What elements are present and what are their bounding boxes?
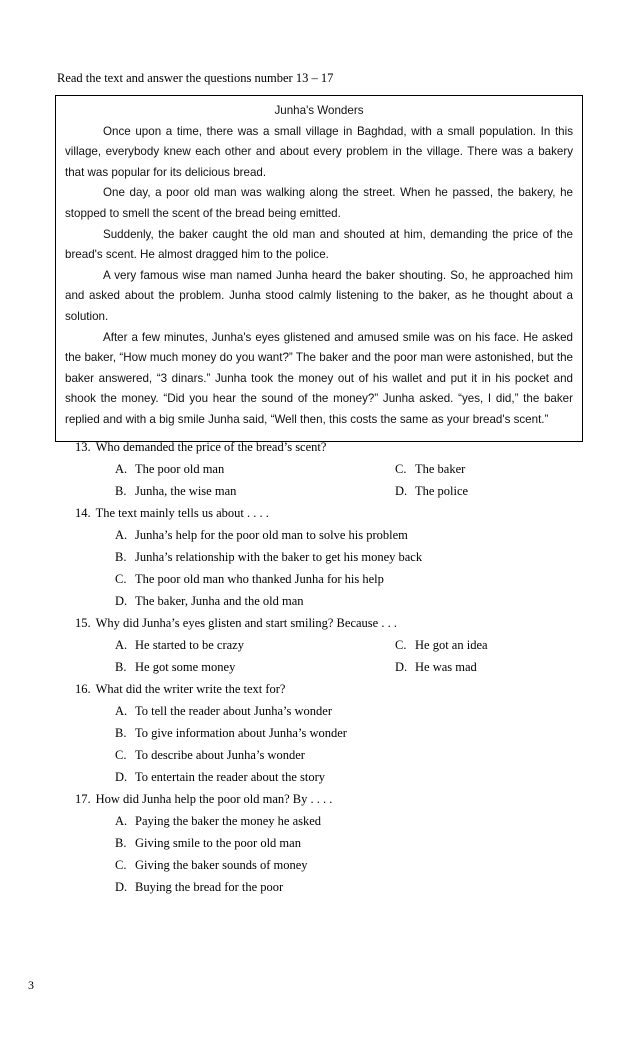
option-text: Buying the bread for the poor [135,880,284,894]
option-text: The police [415,484,469,498]
option-label: A. [115,528,128,542]
option-text: He got some money [135,660,236,674]
question-15-option-a [57,634,395,656]
question-16-line [57,678,584,700]
questions-section [57,436,584,898]
question-text: Why did Junha’s eyes glisten and start smiling? Because . . . [95,616,397,630]
option-text: He was mad [415,660,477,674]
option-text: Giving the baker sounds of money [135,858,308,872]
option-label: C. [115,572,127,586]
question-17-option-b [57,832,584,854]
option-text: Paying the baker the money he asked [135,814,322,828]
option-label: C. [395,462,407,476]
question-number: 16. [75,682,91,696]
instruction-text: Read the text and answer the questions number 13 – 17 [57,71,334,85]
option-text: The baker [415,462,466,476]
question-15-options-row-1 [57,634,584,656]
question-13-option-c [395,458,465,480]
option-label: C. [115,858,127,872]
passage-paragraph-4: A very famous wise man named Junha heard the baker shouting. So, he approached him and asked about the problem. Junha stood calmly listening to the baker, as he thought about a solution. [65,268,573,323]
question-17-option-c [57,854,584,876]
question-15-option-b [57,656,395,678]
question-number: 14. [75,506,91,520]
passage-paragraph-2: One day, a poor old man was walking along the street. When he passed, the bakery, he stopped to smell the scent of the bread being emitted. [65,186,573,220]
option-label: D. [395,660,408,674]
option-label: B. [115,726,127,740]
passage-paragraph-1: Once upon a time, there was a small village in Baghdad, with a small population. In this village, everybody knew each other and about every problem in the village. There was a bakery that was popular for its delicious bread. [65,124,573,179]
option-label: B. [115,484,127,498]
option-text: To describe about Junha’s wonder [135,748,305,762]
question-13-option-d [395,480,468,502]
option-label: D. [115,594,128,608]
option-text: Giving smile to the poor old man [135,836,301,850]
option-text: To entertain the reader about the story [135,770,326,784]
question-text: Who demanded the price of the bread’s scent? [95,440,327,454]
question-15-option-d [395,656,477,678]
question-text: How did Junha help the poor old man? By . . . . [95,792,333,806]
question-17-option-d [57,876,584,898]
option-text: He started to be crazy [135,638,244,652]
question-16-option-b [57,722,584,744]
question-16-option-a [57,700,584,722]
question-number: 17. [75,792,91,806]
question-14-option-a [57,524,584,546]
question-16-option-c [57,744,584,766]
option-label: B. [115,836,127,850]
question-text: What did the writer write the text for? [95,682,286,696]
option-label: C. [115,748,127,762]
option-label: D. [115,770,128,784]
question-13-options-row-1 [57,458,584,480]
passage-paragraph-3: Suddenly, the baker caught the old man and shouted at him, demanding the price of the bread's scent. He almost dragged him to the police. [65,227,573,262]
question-14-option-b [57,546,584,568]
option-label: D. [115,880,128,894]
question-13 [57,436,584,502]
question-14-option-d [57,590,584,612]
question-15-options-row-2 [57,656,584,678]
question-number: 13. [75,440,91,454]
question-15 [57,612,584,678]
option-label: A. [115,704,128,718]
page-number: 3 [28,978,34,992]
option-label: B. [115,660,127,674]
question-14 [57,502,584,612]
option-text: Junha, the wise man [135,484,237,498]
question-17-option-a [57,810,584,832]
passage-paragraph-5: After a few minutes, Junha's eyes glistened and amused smile was on his face. He asked the baker, “How much money do you want?” The baker and the poor man were astonished, but the baker answered, “3 dinars.” Junha took the money out of his wallet and put it in his pocket and shook the money. “Did you hear the sound of the money?” Junha asked. “yes, I did,” the baker replied and with a big smile Junha said, “Well then, this costs the same as your bread's scent.” [65,330,573,426]
question-text: The text mainly tells us about . . . . [95,506,269,520]
question-13-option-b [57,480,395,502]
question-13-option-a [57,458,395,480]
question-15-line [57,612,584,634]
option-text: The poor old man [135,462,225,476]
option-label: A. [115,638,128,652]
question-14-line [57,502,584,524]
passage-title: Junha's Wonders [274,104,364,117]
question-13-options-row-2 [57,480,584,502]
question-14-option-c [57,568,584,590]
option-text: To tell the reader about Junha’s wonder [135,704,332,718]
option-text: The poor old man who thanked Junha for his help [135,572,384,586]
option-label: A. [115,462,128,476]
option-label: D. [395,484,408,498]
option-text: To give information about Junha’s wonder [135,726,347,740]
question-16-option-d [57,766,584,788]
option-text: The baker, Junha and the old man [135,594,304,608]
question-17-line [57,788,584,810]
option-text: He got an idea [415,638,488,652]
option-text: Junha’s help for the poor old man to solve his problem [135,528,408,542]
question-13-line [57,436,584,458]
question-16 [57,678,584,788]
option-label: A. [115,814,128,828]
option-label: B. [115,550,127,564]
question-15-option-c [395,634,488,656]
question-17 [57,788,584,898]
option-label: C. [395,638,407,652]
question-number: 15. [75,616,91,630]
passage-box [55,95,583,442]
option-text: Junha’s relationship with the baker to get his money back [135,550,423,564]
